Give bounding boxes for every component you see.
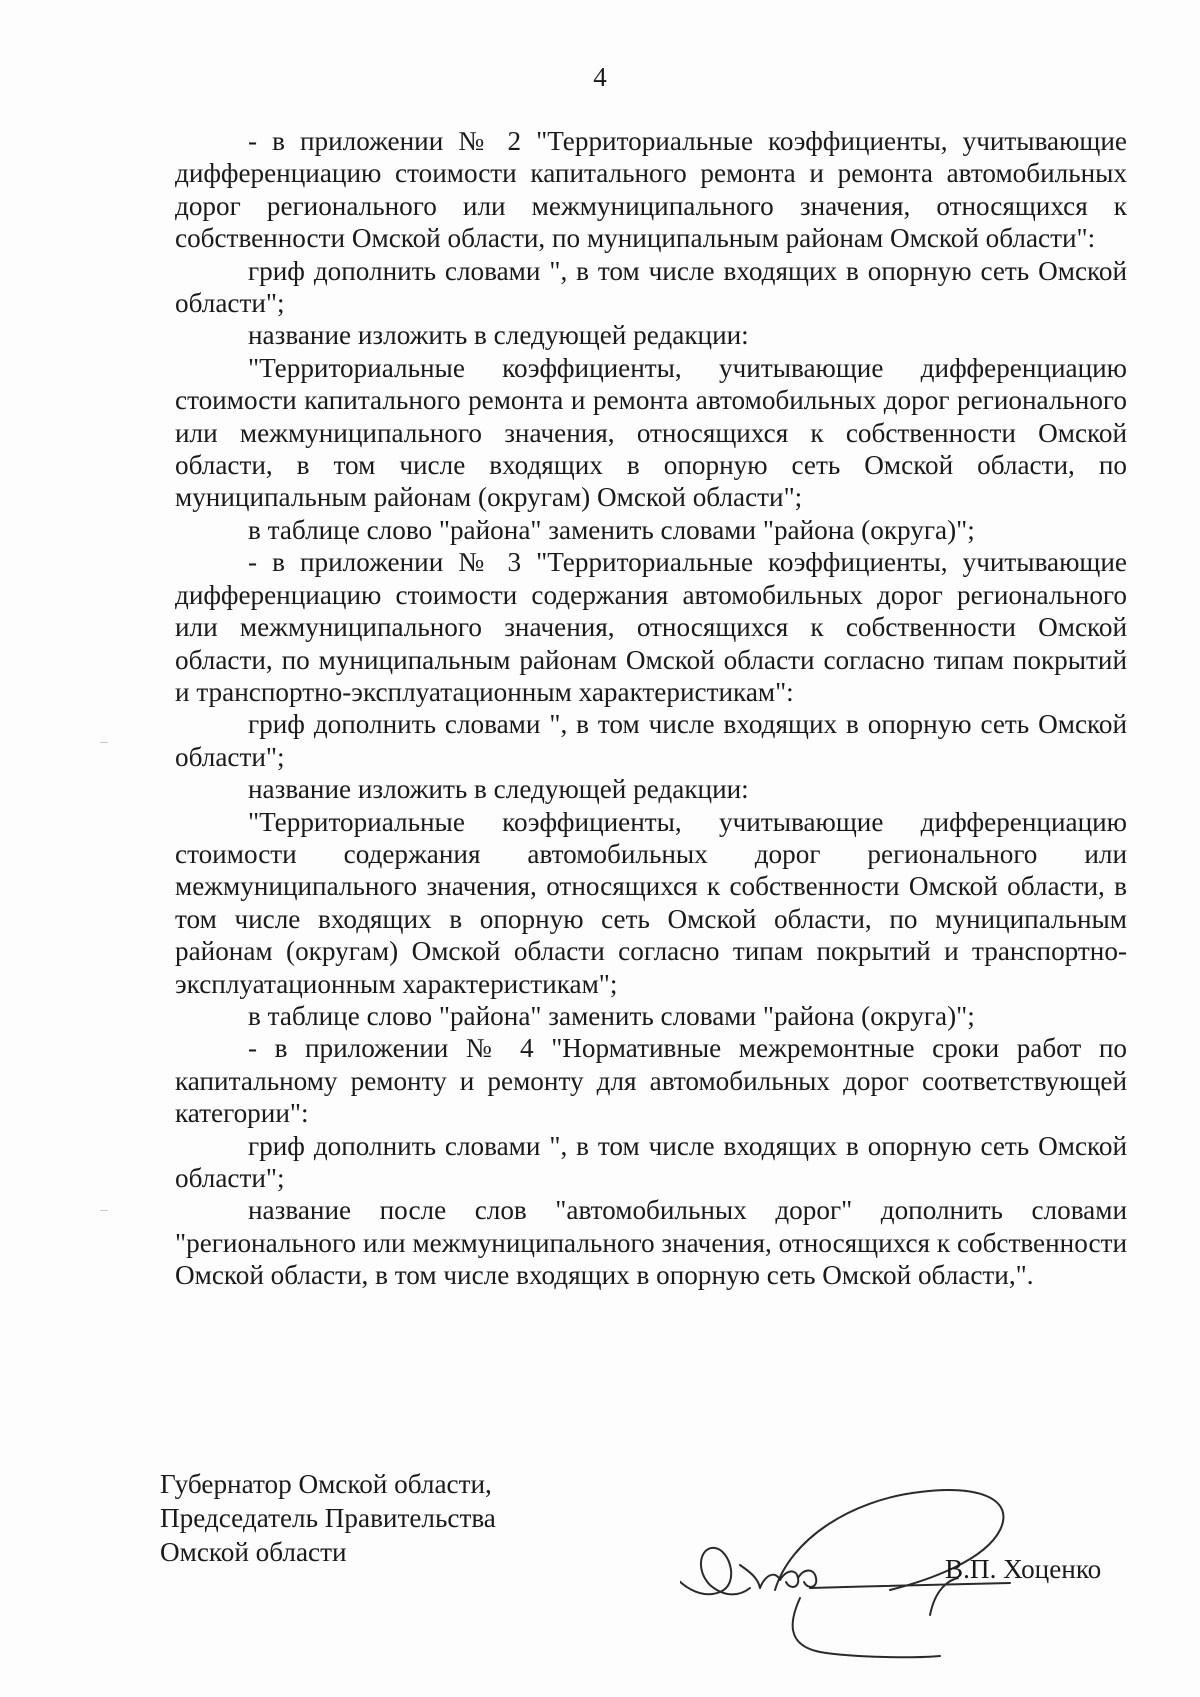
position-line: Омской области [160,1537,347,1567]
position-line: Губернатор Омской области, [160,1469,492,1499]
paragraph-appendix-2: - в приложении № 2 "Территориальные коэффициенты, учитывающие дифференциацию стоимости капитального ремонта и ремонта автомобильных дорог регионального или межмуниципального значения, относящихся к собственности Омской области, по муниципальным районам Омской области": [175,126,1127,254]
position-line: Председатель Правительства [160,1503,496,1533]
paragraph-appendix-4: - в приложении № 4 "Нормативные межремонтные сроки работ по капитальному ремонту и ремонту для автомобильных дорог соответствующей категории": [175,1033,1127,1129]
page-number: 4 [593,62,607,92]
paragraph-stamp-amendment: гриф дополнить словами ", в том числе входящих в опорную сеть Омской области"; [175,709,1127,772]
paragraph-new-title: "Территориальные коэффициенты, учитывающие дифференциацию стоимости содержания автомобильных дорог регионального или межмуниципального значения, относящихся к собственности Омской области, в том числе входящих в опорную сеть Омской области, по муниципальным районам (округам) Омской области согласно типам покрытий и транспортно-эксплуатационным характеристикам"; [175,806,1127,999]
scan-artifact [100,1210,108,1211]
signer-name: В.П. Хоценко [945,1554,1102,1584]
paragraph-stamp-amendment: гриф дополнить словами ", в том числе входящих в опорную сеть Омской области"; [175,1130,1127,1193]
paragraph-title-intro: название изложить в следующей редакции: [248,320,749,351]
paragraph-table-amendment: в таблице слово "района" заменить словами "района (округа)"; [248,514,975,545]
paragraph-new-title: "Территориальные коэффициенты, учитывающие дифференциацию стоимости капитального ремонта и ремонта автомобильных дорог регионального или межмуниципального значения, относящихся к собственности Омской области, в том числе входящих в опорную сеть Омской области, по муниципальным районам (округам) Омской области"; [175,352,1127,513]
paragraph-stamp-amendment: гриф дополнить словами ", в том числе входящих в опорную сеть Омской области"; [175,255,1127,319]
paragraph-title-intro: название изложить в следующей редакции: [248,774,749,805]
handwritten-signature [680,1420,1100,1660]
signatory-position [160,1467,496,1569]
paragraph-title-addition: название после слов "автомобильных дорог" дополнить словами "регионального или межмуниципального значения, относящихся к собственности Омской области, в том числе входящих в опорную сеть Омской области,". [175,1195,1127,1291]
paragraph-table-amendment: в таблице слово "района" заменить словами "района (округа)"; [248,1000,975,1031]
scan-artifact [100,742,108,743]
paragraph-appendix-3: - в приложении № 3 "Территориальные коэффициенты, учитывающие дифференциацию стоимости содержания автомобильных дорог регионального или межмуниципального значения, относящихся к собственности Омской области, по муниципальным районам Омской области согласно типам покрытий и транспортно-эксплуатационным характеристикам": [175,547,1127,707]
document-body [175,125,1127,1292]
